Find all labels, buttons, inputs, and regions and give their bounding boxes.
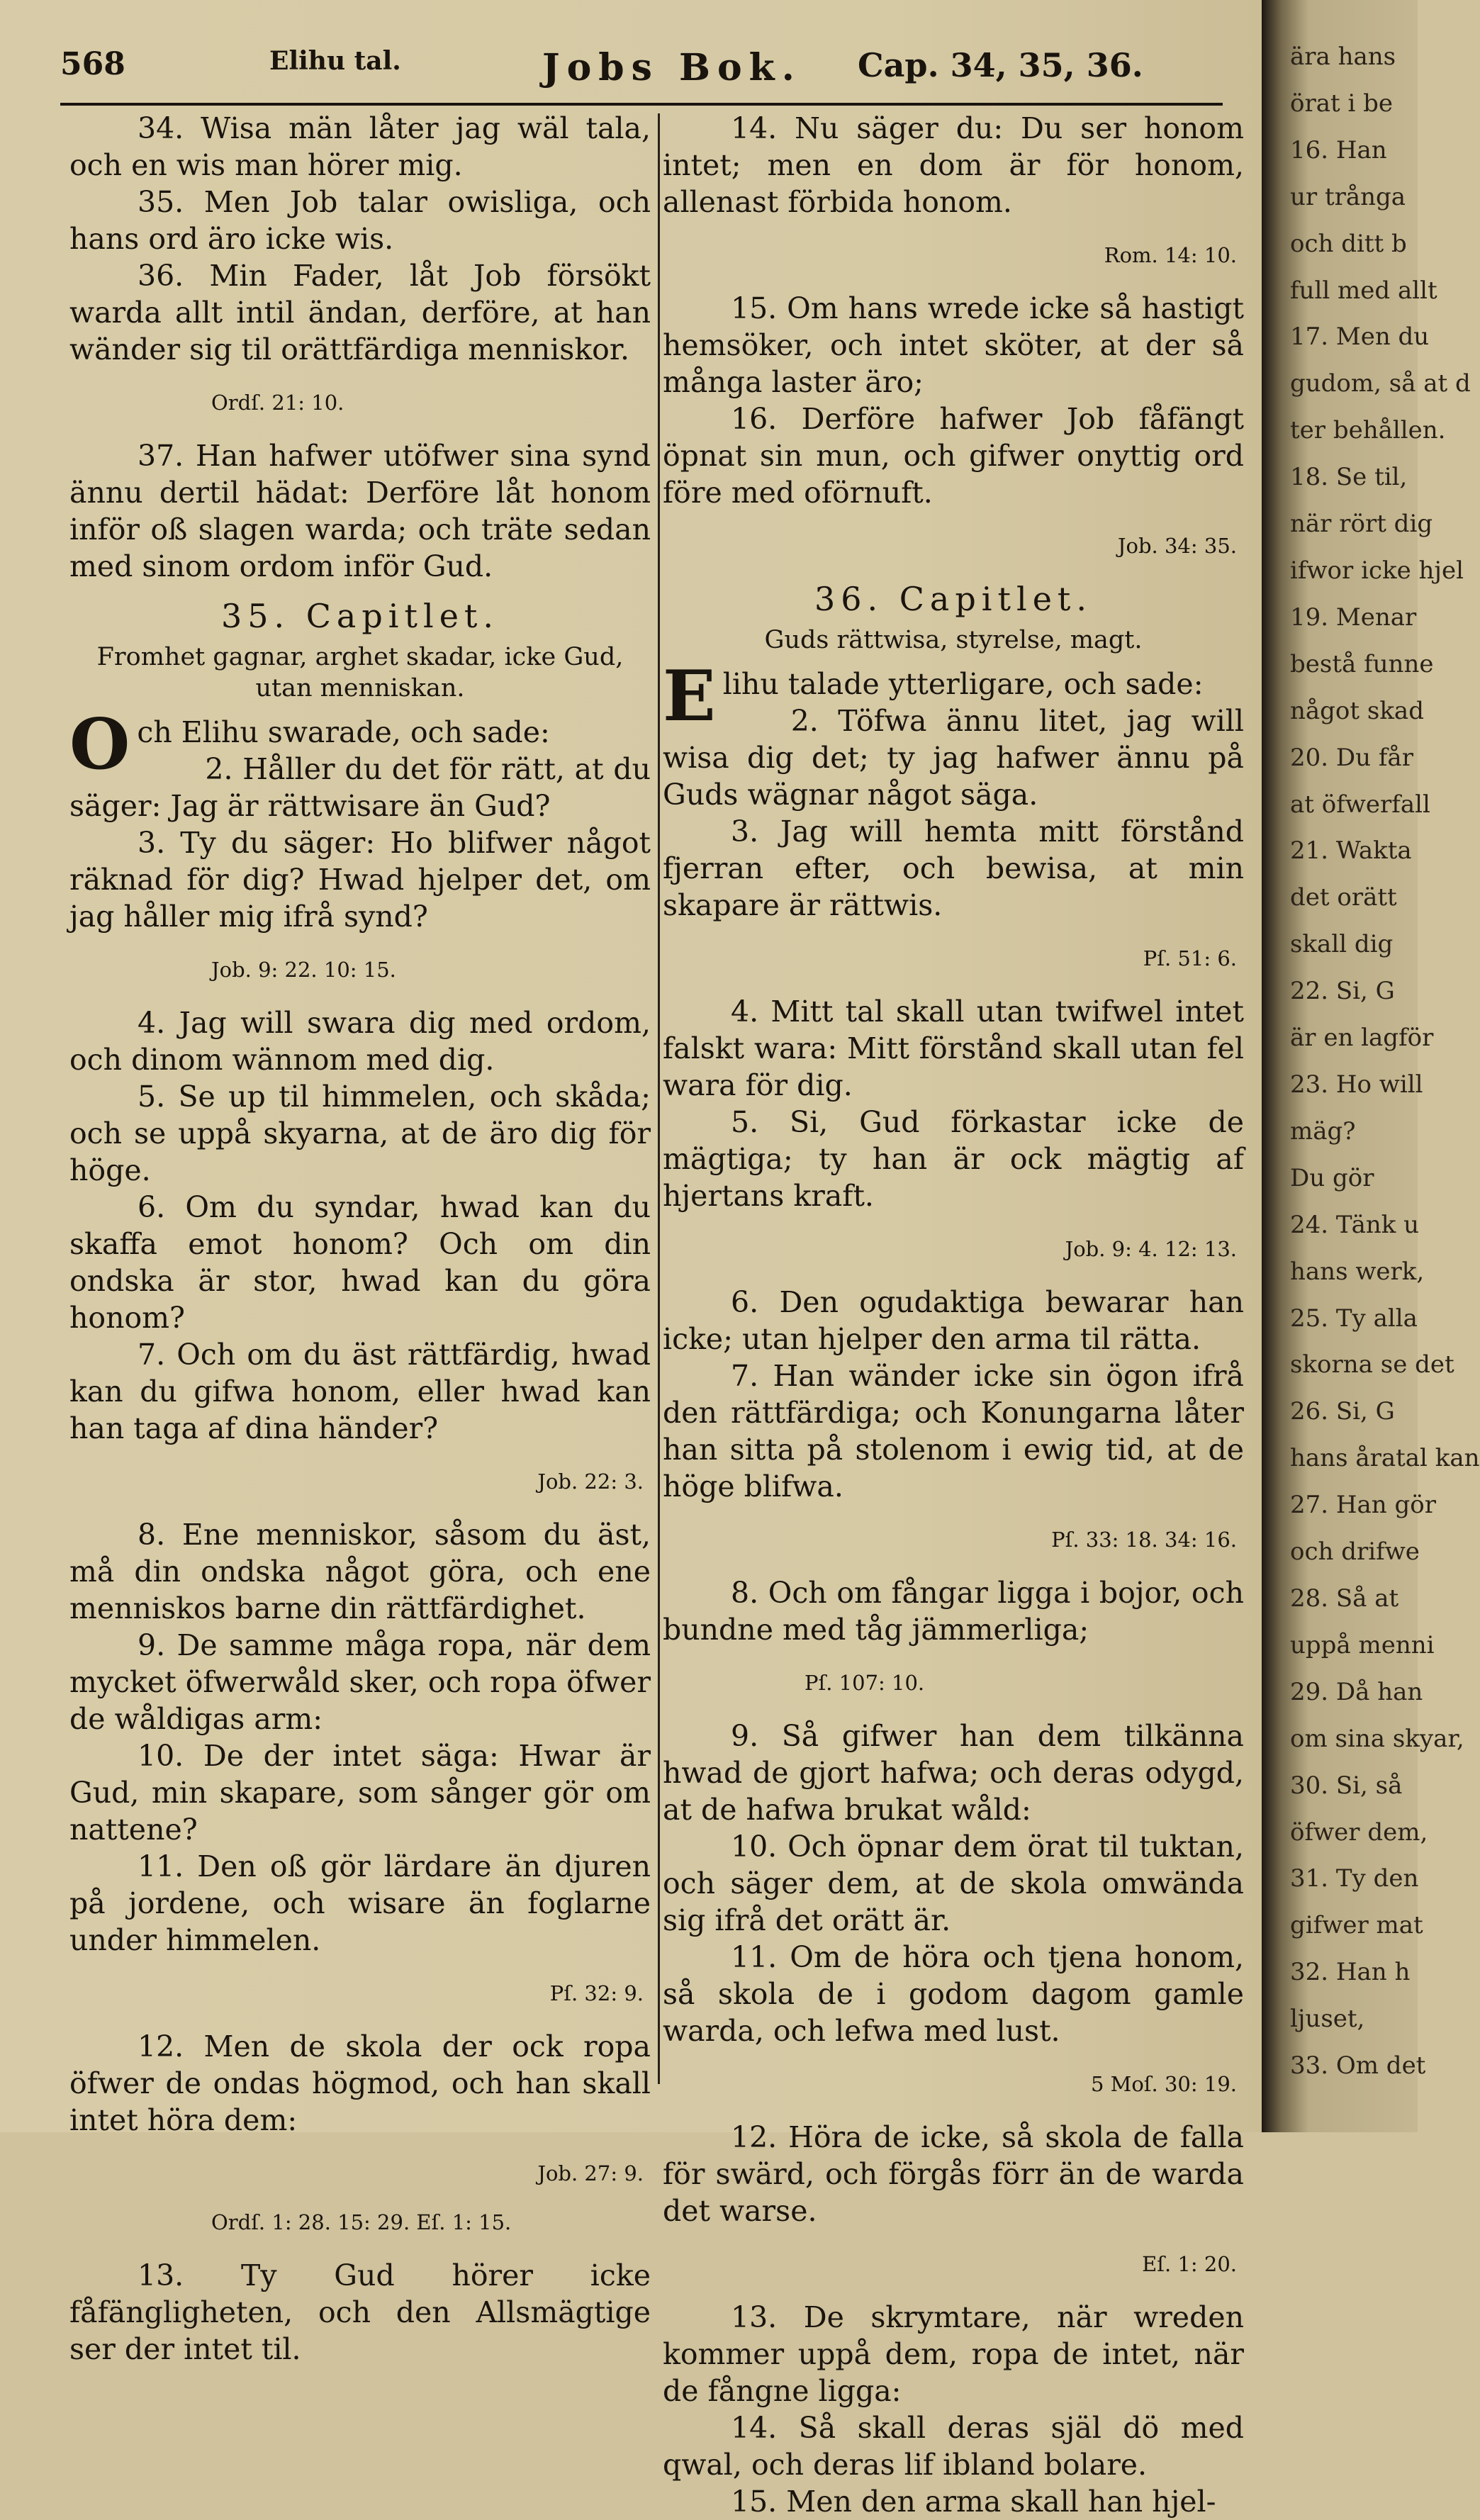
- verse-34-34: 34. Wisa män låter jag wäl tala, och en wis man hörer mig.: [69, 111, 651, 182]
- verse-36-4: 4. Mitt tal skall utan twifwel intet falskt wara: Mitt förstånd skall utan fel wara för dig.: [663, 995, 1244, 1102]
- verse-36-8: 8. Och om fångar ligga i bojor, och bundne med tåg jämmerliga;: [663, 1576, 1244, 1647]
- next-page-fragment: 30. Si, så: [1290, 1771, 1403, 1800]
- next-page-edge: [1262, 0, 1480, 2132]
- verse-36-7: 7. Han wänder icke sin ögon ifrå den rättfärdiga; och Konungarna låter han sitta på stolenom i ewig tid, at de höge blifwa.: [663, 1359, 1244, 1503]
- next-page-fragment: 29. Då han: [1290, 1677, 1423, 1706]
- next-page-fragment: bestå funne: [1290, 649, 1434, 678]
- next-page-fragment: 16. Han: [1290, 135, 1387, 164]
- cross-reference: 5 Moſ. 30: 19.: [1090, 2072, 1237, 2096]
- verse-34-36: 36. Min Fader, låt Job försökt warda allt intil ändan, derföre, at han wänder sig til orättfärdiga menniskor.: [69, 259, 651, 366]
- next-page-fragment: 33. Om det: [1290, 2051, 1426, 2081]
- column-divider: [658, 113, 660, 2084]
- verse-36-6: 6. Den ogudaktiga bewarar han icke; utan hjelper den arma til rätta.: [663, 1285, 1244, 1356]
- cross-reference: Job. 34: 35.: [1117, 534, 1237, 558]
- next-page-fragment: full med allt: [1290, 276, 1437, 305]
- verse-35-13: 13. Ty Gud hörer icke fåfängligheten, och den Allsmägtige ser der intet til.: [69, 2258, 651, 2366]
- verse-36-3: 3. Jag will hemta mitt förstånd fjerran efter, och bewisa, at min skapare är rättwis.: [663, 814, 1244, 922]
- book-title: Jobs Bok.: [542, 46, 802, 89]
- verse-35-11: 11. Den oß gör lärdare än djuren på jordene, och wisare än foglarne under himmelen.: [69, 1849, 651, 1957]
- verse-36-15: 15. Men den arma skall han hjel-: [731, 2485, 1216, 2519]
- next-page-fragment: och ditt b: [1290, 229, 1407, 258]
- cross-reference: Eſ. 1: 20.: [1142, 2252, 1237, 2276]
- page-header: [60, 39, 1223, 96]
- verse-35-2: 2. Håller du det för rätt, at du säger: Jag är rättwisare än Gud?: [69, 752, 651, 823]
- next-page-fragment: mäg?: [1290, 1116, 1356, 1146]
- chapter-summary: Fromhet gagnar, arghet skadar, icke Gud, utan menniskan.: [96, 643, 624, 702]
- verse-36-11: 11. Om de höra och tjena honom, så skola de i godom dagom gamle warda, och lefwa med lust.: [663, 1940, 1244, 2048]
- cross-reference: Ordſ. 21: 10.: [211, 391, 344, 415]
- verse-36-10: 10. Och öpnar dem örat til tuktan, och säger dem, at de skola omwända sig ifrå det orätt är.: [663, 1830, 1244, 1937]
- next-page-fragment: skorna se det: [1290, 1350, 1454, 1379]
- verse-35-7: 7. Och om du äst rättfärdig, hwad kan du gifwa honom, eller hwad kan han taga af dina händer?: [69, 1338, 651, 1445]
- cross-reference: Job. 22: 3.: [537, 1469, 644, 1494]
- next-page-fragment: ur trånga: [1290, 182, 1406, 211]
- next-page-fragment: är en lagför: [1290, 1024, 1434, 1053]
- verse-36-2: 2. Töfwa ännu litet, jag will wisa dig det; ty jag hafwer ännu på Guds wägnar något säga.: [663, 704, 1244, 812]
- verse-35-5: 5. Se up til himmelen, och skåda; och se uppå skyarna, at de äro dig för höge.: [69, 1080, 651, 1187]
- next-page-fragment: 25. Ty alla: [1290, 1304, 1418, 1333]
- verse-36-13: 13. De skrymtare, när wreden kommer uppå dem, ropa de intet, när de fångne ligga:: [663, 2300, 1244, 2408]
- next-page-fragment: 28. Så at: [1290, 1584, 1399, 1613]
- next-page-fragment: 17. Men du: [1290, 323, 1430, 352]
- next-page-fragment: om sina skyar,: [1290, 1724, 1464, 1753]
- verse-36-9: 9. Så gifwer han dem tilkänna hwad de gjort hafwa; och deras odygd, at de hafwa brukat wåld:: [663, 1719, 1244, 1827]
- drop-cap: E: [663, 656, 716, 737]
- next-page-fragment: hans åratal kan: [1290, 1444, 1480, 1473]
- next-page-fragment: 27. Han gör: [1290, 1491, 1436, 1520]
- next-page-fragment: 23. Ho will: [1290, 1070, 1423, 1099]
- next-page-fragment: ter behållen.: [1290, 416, 1446, 445]
- verse-35-12: 12. Men de skola der ock ropa öfwer de ondas högmod, och han skall intet höra dem:: [69, 2029, 651, 2137]
- verse-36-14: 14. Så skall deras själ dö med qwal, och deras lif ibland bolare.: [663, 2411, 1244, 2482]
- verse-35-8: 8. Ene menniskor, såsom du äst, må din ondska något göra, och ene menniskos barne din rättfärdighet.: [69, 1518, 651, 1625]
- cross-reference: Pſ. 107: 10.: [805, 1671, 925, 1695]
- right-column: [663, 110, 1244, 2520]
- verse-35-14: 14. Nu säger du: Du ser honom intet; men en dom är för honom, allenast förbida honom.: [663, 111, 1244, 219]
- next-page-fragment: 26. Si, G: [1290, 1397, 1395, 1426]
- chapter-range: Cap. 34, 35, 36.: [858, 46, 1143, 84]
- verse-35-9: 9. De samme måga ropa, när dem mycket öfwerwåld sker, och ropa öfwer de wåldigas arm:: [69, 1628, 651, 1736]
- next-page-fragment: ära hans: [1290, 43, 1396, 71]
- verse-35-10: 10. De der intet säga: Hwar är Gud, min skapare, som sånger gör om nattene?: [69, 1739, 651, 1847]
- next-page-fragment: 32. Han h: [1290, 1958, 1411, 1987]
- next-page-fragment: at öfwerfall: [1290, 790, 1430, 819]
- next-page-fragment: 20. Du får: [1290, 743, 1413, 772]
- chapter-intro: Elihu talade ytterligare, och sade:: [663, 656, 1204, 737]
- next-page-fragment: ifwor icke hjel: [1290, 556, 1464, 585]
- next-page-fragment: och drifwe: [1290, 1538, 1420, 1567]
- chapter-intro: Och Elihu swarade, och sade:: [69, 704, 550, 785]
- next-page-fragment: 18. Se til,: [1290, 463, 1408, 492]
- chapter-heading: 36. Capitlet.: [814, 580, 1093, 618]
- next-page-fragment: hans werk,: [1290, 1257, 1425, 1286]
- next-page-fragment: öfwer dem,: [1290, 1818, 1428, 1847]
- header-rule: [60, 103, 1223, 106]
- verse-34-37: 37. Han hafwer utöfwer sina synd ännu dertil hädat: Derföre låt honom inför oß slagen warda; och träte sedan med sinom ordom inför Gud.: [69, 439, 651, 583]
- next-page-fragment: gifwer mat: [1290, 1911, 1423, 1940]
- next-page-fragment: uppå menni: [1290, 1630, 1435, 1659]
- next-page-fragment: 24. Tänk u: [1290, 1210, 1420, 1239]
- verse-35-16: 16. Derföre hafwer Job fåfängt öpnat sin mun, och gifwer onyttig ord före med oförnuft.: [663, 402, 1244, 510]
- cross-reference: Rom. 14: 10.: [1104, 243, 1237, 267]
- next-page-fragment: ljuset,: [1290, 2005, 1365, 2034]
- next-page-fragment: Du gör: [1290, 1163, 1374, 1192]
- next-page-fragment: 22. Si, G: [1290, 977, 1395, 1006]
- cross-reference: Pſ. 33: 18. 34: 16.: [1051, 1528, 1237, 1552]
- page-number: 568: [60, 46, 125, 82]
- cross-reference: Pſ. 51: 6.: [1143, 946, 1237, 970]
- left-column: [69, 110, 651, 2368]
- next-page-fragment: när rört dig: [1290, 510, 1433, 539]
- running-title-left: Elihu tal.: [269, 46, 401, 76]
- verse-35-15: 15. Om hans wrede icke så hastigt hemsöker, och intet sköter, at der så många laster äro;: [663, 291, 1244, 399]
- verse-35-4: 4. Jag will swara dig med ordom, och dinom wännom med dig.: [69, 1006, 651, 1077]
- verse-35-3: 3. Ty du säger: Ho blifwer något räknad för dig? Hwad hjelper det, om jag håller mig ifrå synd?: [69, 826, 651, 934]
- next-page-fragment: 21. Wakta: [1290, 836, 1412, 866]
- cross-reference: Job. 27: 9.: [537, 2161, 644, 2185]
- chapter-summary: Guds rättwisa, styrelse, magt.: [764, 626, 1143, 654]
- next-page-fragment: 31. Ty den: [1290, 1864, 1419, 1893]
- chapter-heading: 35. Capitlet.: [220, 597, 500, 635]
- cross-reference: Job. 9: 4. 12: 13.: [1065, 1237, 1237, 1261]
- verse-36-5: 5. Si, Gud förkastar icke de mägtiga; ty han är ock mägtig af hjertans kraft.: [663, 1105, 1244, 1213]
- next-page-fragment: örat i be: [1290, 89, 1394, 118]
- drop-cap: O: [69, 704, 130, 785]
- verse-34-35: 35. Men Job talar owisliga, och hans ord äro icke wis.: [69, 185, 651, 256]
- cross-reference: Pſ. 32: 9.: [549, 1981, 644, 2005]
- cross-reference: Ordſ. 1: 28. 15: 29. Eſ. 1: 15.: [211, 2210, 512, 2234]
- verse-36-12: 12. Höra de icke, så skola de falla för swärd, och förgås förr än de warda det warse.: [663, 2120, 1244, 2228]
- verse-35-6: 6. Om du syndar, hwad kan du skaffa emot honom? Och om din ondska är stor, hwad kan du göra honom?: [69, 1190, 651, 1335]
- cross-reference: Job. 9: 22. 10: 15.: [211, 958, 396, 982]
- next-page-fragment: något skad: [1290, 696, 1424, 725]
- next-page-fragment: gudom, så at d: [1290, 369, 1471, 398]
- next-page-fragment: det orätt: [1290, 883, 1397, 912]
- next-page-fragment: 19. Menar: [1290, 603, 1417, 632]
- next-page-fragment: skall dig: [1290, 930, 1394, 959]
